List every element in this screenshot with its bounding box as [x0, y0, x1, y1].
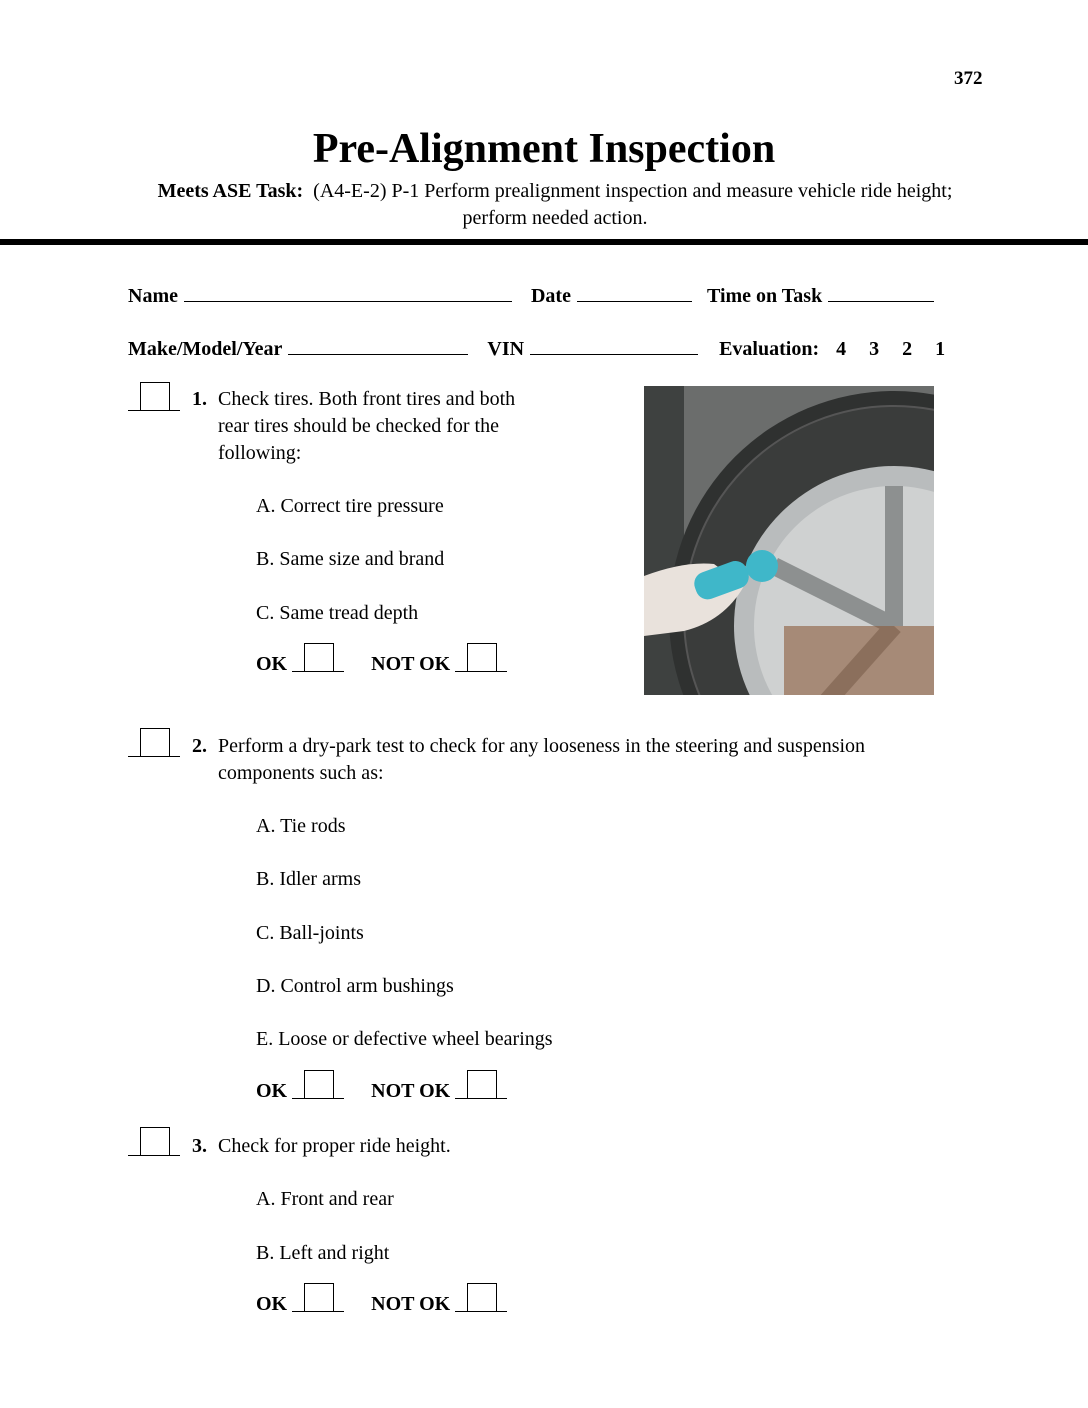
item-2-ok-row	[256, 1072, 507, 1101]
item-3-subitem: A. Front and rear	[256, 1188, 394, 1210]
not-ok-label: NOT OK	[371, 1293, 451, 1315]
item-3-ok-row	[256, 1285, 507, 1314]
evaluation-label: Evaluation:	[719, 338, 820, 360]
evaluation-score-3[interactable]: 3	[869, 338, 880, 360]
item-2-number: 2.	[192, 735, 207, 757]
item-2-text-line: components such as:	[218, 762, 384, 784]
evaluation-score-2[interactable]: 2	[902, 338, 913, 360]
tire-pressure-photo	[644, 386, 934, 695]
item-2-ok-checkbox[interactable]	[292, 1070, 344, 1099]
date-label: Date	[530, 285, 571, 307]
make-model-year-label: Make/Model/Year	[128, 338, 283, 360]
time-on-task-field[interactable]	[828, 283, 934, 302]
item-1-checkbox[interactable]	[128, 382, 180, 411]
vehicle-row	[128, 336, 945, 359]
checkbox-box	[140, 728, 170, 756]
checkbox-box	[304, 1070, 334, 1098]
page-title: Pre-Alignment Inspection	[312, 126, 776, 172]
checkbox-box	[467, 1070, 497, 1098]
not-ok-label: NOT OK	[371, 1080, 451, 1102]
item-2-subitem: B. Idler arms	[256, 868, 361, 890]
ok-label: OK	[256, 1293, 288, 1315]
vin-field[interactable]	[530, 336, 698, 355]
item-2-subitem: A. Tie rods	[256, 815, 346, 837]
date-field[interactable]	[577, 283, 692, 302]
header-divider	[0, 239, 1088, 245]
item-1-text-line: rear tires should be checked for the	[218, 415, 499, 437]
name-field[interactable]	[184, 283, 512, 302]
item-2-text-line: Perform a dry-park test to check for any looseness in the steering and suspension	[218, 735, 866, 757]
item-1-ok-row	[256, 645, 507, 674]
checkbox-box	[140, 1127, 170, 1155]
item-2-not-ok-checkbox[interactable]	[455, 1070, 507, 1099]
item-1-subitem: C. Same tread depth	[256, 602, 419, 624]
ok-label: OK	[256, 653, 288, 675]
make-model-year-field[interactable]	[288, 336, 468, 355]
evaluation-score-1[interactable]: 1	[935, 338, 946, 360]
checkbox-box	[304, 643, 334, 671]
not-ok-label: NOT OK	[371, 653, 451, 675]
item-2-checkbox[interactable]	[128, 728, 180, 757]
name-row	[128, 283, 940, 306]
item-2-subitem: C. Ball-joints	[256, 922, 364, 944]
vin-label: VIN	[487, 338, 525, 360]
item-1-not-ok-checkbox[interactable]	[455, 643, 507, 672]
item-1-number: 1.	[192, 388, 207, 410]
item-3-not-ok-checkbox[interactable]	[455, 1283, 507, 1312]
item-2-subitem: E. Loose or defective wheel bearings	[256, 1028, 553, 1050]
checkbox-box	[140, 382, 170, 410]
task-line-2: perform needed action.	[462, 207, 648, 229]
item-3-checkbox[interactable]	[128, 1127, 180, 1156]
item-1-subitem: A. Correct tire pressure	[256, 495, 444, 517]
name-label: Name	[128, 285, 178, 307]
checkbox-box	[304, 1283, 334, 1311]
checkbox-box	[467, 1283, 497, 1311]
time-on-task-label: Time on Task	[706, 285, 823, 307]
item-1-ok-checkbox[interactable]	[292, 643, 344, 672]
task-label: Meets ASE Task:	[157, 180, 304, 202]
item-3-number: 3.	[192, 1135, 207, 1157]
checkbox-box	[467, 643, 497, 671]
item-1-text-line: Check tires. Both front tires and both	[218, 388, 516, 410]
task-line-1	[0, 181, 1088, 201]
evaluation-score-4[interactable]: 4	[836, 338, 847, 360]
item-1-subitem: B. Same size and brand	[256, 548, 445, 570]
page-number: 372	[954, 68, 983, 89]
item-3-subitem: B. Left and right	[256, 1242, 390, 1264]
item-1-text-line: following:	[218, 442, 302, 464]
item-3-text-line: Check for proper ride height.	[218, 1135, 451, 1157]
ok-label: OK	[256, 1080, 288, 1102]
item-2-subitem: D. Control arm bushings	[256, 975, 454, 997]
item-3-ok-checkbox[interactable]	[292, 1283, 344, 1312]
task-text: (A4-E-2) P-1 Perform prealignment inspection and measure vehicle ride height;	[313, 180, 953, 202]
